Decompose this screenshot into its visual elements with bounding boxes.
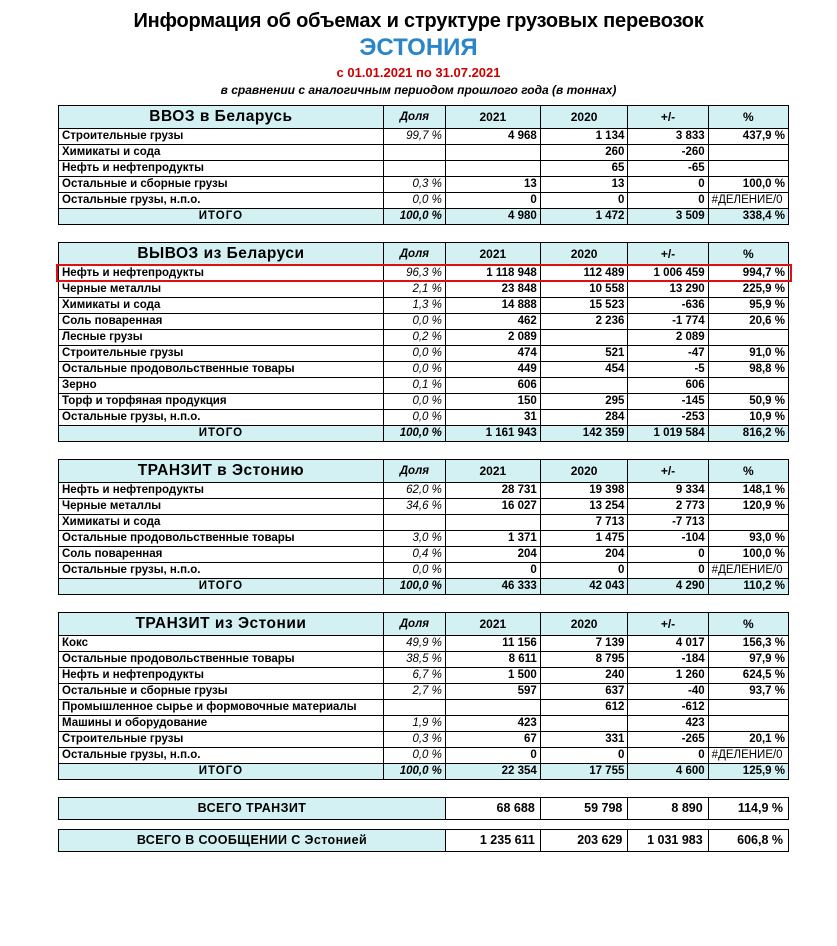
table-row [59, 514, 789, 530]
cargo-name: Соль поваренная [59, 313, 384, 329]
cargo-delta: 0 [628, 747, 708, 763]
cargo-current-year: 16 027 [445, 498, 540, 514]
summary-previous-year: 59 798 [540, 797, 628, 819]
cargo-delta: 2 089 [628, 329, 708, 345]
cargo-share: 62,0 % [383, 482, 445, 498]
cargo-previous-year: 13 254 [540, 498, 628, 514]
summary-table [58, 829, 789, 852]
cargo-previous-year: 521 [540, 345, 628, 361]
cargo-share: 0,2 % [383, 329, 445, 345]
cargo-share: 0,1 % [383, 377, 445, 393]
total-percent: 125,9 % [708, 763, 788, 779]
column-header-year-current: 2021 [445, 105, 540, 128]
summary-percent: 606,8 % [708, 829, 788, 851]
cargo-delta: 3 833 [628, 128, 708, 144]
table-row [59, 297, 789, 313]
cargo-previous-year: 0 [540, 747, 628, 763]
table-row [59, 651, 789, 667]
cargo-previous-year: 0 [540, 192, 628, 208]
summary-label: ВСЕГО В СООБЩЕНИИ С Эстонией [59, 829, 446, 851]
table-header-row [59, 459, 789, 482]
cargo-share: 38,5 % [383, 651, 445, 667]
cargo-current-year: 67 [445, 731, 540, 747]
total-current-year: 46 333 [445, 578, 540, 594]
cargo-current-year [445, 514, 540, 530]
tables-container [0, 97, 837, 852]
column-header-year-current: 2021 [445, 612, 540, 635]
cargo-delta: -612 [628, 699, 708, 715]
table-row [59, 265, 789, 281]
cargo-name: Лесные грузы [59, 329, 384, 345]
cargo-share: 34,6 % [383, 498, 445, 514]
cargo-previous-year [540, 715, 628, 731]
cargo-percent: 93,7 % [708, 683, 788, 699]
cargo-name: Нефть и нефтепродукты [59, 160, 384, 176]
cargo-percent: 97,9 % [708, 651, 788, 667]
cargo-current-year: 14 888 [445, 297, 540, 313]
cargo-current-year: 423 [445, 715, 540, 731]
total-share: 100,0 % [383, 208, 445, 224]
cargo-current-year: 8 611 [445, 651, 540, 667]
table-row [59, 377, 789, 393]
cargo-name: Остальные грузы, н.п.о. [59, 409, 384, 425]
cargo-name: Строительные грузы [59, 345, 384, 361]
page-title: Информация об объемах и структуре грузовых перевозок [133, 10, 704, 32]
cargo-name: Химикаты и сода [59, 144, 384, 160]
table-title: ВЫВОЗ из Беларуси [59, 242, 384, 265]
cargo-share: 0,0 % [383, 747, 445, 763]
cargo-current-year: 4 968 [445, 128, 540, 144]
summary-current-year: 1 235 611 [445, 829, 540, 851]
cargo-previous-year: 10 558 [540, 281, 628, 297]
cargo-current-year: 449 [445, 361, 540, 377]
total-share: 100,0 % [383, 578, 445, 594]
cargo-current-year: 204 [445, 546, 540, 562]
cargo-name: Черные металлы [59, 281, 384, 297]
column-header-share: Доля [383, 242, 445, 265]
cargo-delta: 4 017 [628, 635, 708, 651]
cargo-previous-year: 204 [540, 546, 628, 562]
table-row [59, 530, 789, 546]
column-header-share: Доля [383, 612, 445, 635]
cargo-name: Остальные и сборные грузы [59, 683, 384, 699]
summary-delta: 1 031 983 [628, 829, 708, 851]
cargo-previous-year: 112 489 [540, 265, 628, 281]
cargo-name: Кокс [59, 635, 384, 651]
table-header-row [59, 105, 789, 128]
cargo-share: 2,7 % [383, 683, 445, 699]
cargo-share [383, 514, 445, 530]
cargo-percent: 148,1 % [708, 482, 788, 498]
cargo-previous-year [540, 329, 628, 345]
cargo-delta: -145 [628, 393, 708, 409]
cargo-previous-year: 7 139 [540, 635, 628, 651]
cargo-current-year: 606 [445, 377, 540, 393]
cargo-current-year: 1 371 [445, 530, 540, 546]
cargo-share: 0,3 % [383, 176, 445, 192]
cargo-share: 96,3 % [383, 265, 445, 281]
summary-percent: 114,9 % [708, 797, 788, 819]
cargo-delta: -636 [628, 297, 708, 313]
cargo-share: 49,9 % [383, 635, 445, 651]
cargo-percent: 120,9 % [708, 498, 788, 514]
cargo-percent [708, 329, 788, 345]
cargo-previous-year: 7 713 [540, 514, 628, 530]
cargo-name: Строительные грузы [59, 128, 384, 144]
table-row [59, 313, 789, 329]
cargo-percent [708, 160, 788, 176]
cargo-delta: -65 [628, 160, 708, 176]
cargo-delta: 0 [628, 192, 708, 208]
total-previous-year: 1 472 [540, 208, 628, 224]
cargo-name: Промышленное сырье и формовочные материалы [59, 699, 384, 715]
cargo-previous-year: 331 [540, 731, 628, 747]
table-row [59, 329, 789, 345]
cargo-delta: -40 [628, 683, 708, 699]
cargo-previous-year [540, 377, 628, 393]
table-row [59, 747, 789, 763]
cargo-name: Остальные продовольственные товары [59, 530, 384, 546]
cargo-name: Строительные грузы [59, 731, 384, 747]
total-label: ИТОГО [59, 208, 384, 224]
table-title: ТРАНЗИТ из Эстонии [59, 612, 384, 635]
cargo-name: Остальные грузы, н.п.о. [59, 192, 384, 208]
table-total-row [59, 208, 789, 224]
summary-row [59, 829, 789, 851]
cargo-previous-year: 13 [540, 176, 628, 192]
cargo-name: Остальные и сборные грузы [59, 176, 384, 192]
column-header-delta: +/- [628, 242, 708, 265]
table-title: ТРАНЗИТ в Эстонию [59, 459, 384, 482]
cargo-percent: 20,1 % [708, 731, 788, 747]
table-row [59, 393, 789, 409]
cargo-current-year: 0 [445, 192, 540, 208]
cargo-current-year: 474 [445, 345, 540, 361]
table-row [59, 562, 789, 578]
cargo-percent: 100,0 % [708, 176, 788, 192]
table-total-row [59, 763, 789, 779]
column-header-delta: +/- [628, 105, 708, 128]
cargo-share: 6,7 % [383, 667, 445, 683]
cargo-current-year: 31 [445, 409, 540, 425]
cargo-share: 1,9 % [383, 715, 445, 731]
cargo-previous-year: 240 [540, 667, 628, 683]
column-header-percent: % [708, 242, 788, 265]
cargo-current-year: 2 089 [445, 329, 540, 345]
table-row [59, 683, 789, 699]
cargo-delta: -7 713 [628, 514, 708, 530]
column-header-year-current: 2021 [445, 242, 540, 265]
cargo-share: 0,0 % [383, 192, 445, 208]
column-header-year-previous: 2020 [540, 459, 628, 482]
table-row [59, 281, 789, 297]
cargo-share: 0,0 % [383, 313, 445, 329]
table-row [59, 160, 789, 176]
cargo-share: 0,0 % [383, 409, 445, 425]
cargo-percent [708, 144, 788, 160]
summary-delta: 8 890 [628, 797, 708, 819]
summary-row [59, 797, 789, 819]
country-title: ЭСТОНИЯ [359, 34, 478, 61]
table-row [59, 667, 789, 683]
cargo-current-year: 11 156 [445, 635, 540, 651]
cargo-share: 99,7 % [383, 128, 445, 144]
cargo-percent: 95,9 % [708, 297, 788, 313]
column-header-percent: % [708, 612, 788, 635]
cargo-percent: 98,8 % [708, 361, 788, 377]
column-header-percent: % [708, 459, 788, 482]
cargo-previous-year: 19 398 [540, 482, 628, 498]
table-header-row [59, 242, 789, 265]
cargo-delta: -5 [628, 361, 708, 377]
table-row [59, 345, 789, 361]
total-current-year: 4 980 [445, 208, 540, 224]
cargo-current-year [445, 699, 540, 715]
cargo-percent: 994,7 % [708, 265, 788, 281]
table-total-row [59, 425, 789, 441]
cargo-delta: 9 334 [628, 482, 708, 498]
table-row [59, 699, 789, 715]
column-header-share: Доля [383, 105, 445, 128]
comparison-note: в сравнении с аналогичным периодом прошлого года (в тоннах) [220, 82, 617, 97]
cargo-name: Черные металлы [59, 498, 384, 514]
cargo-current-year: 1 500 [445, 667, 540, 683]
cargo-name: Остальные продовольственные товары [59, 361, 384, 377]
cargo-percent [708, 715, 788, 731]
cargo-previous-year: 0 [540, 562, 628, 578]
freight-table [58, 459, 789, 595]
cargo-previous-year: 295 [540, 393, 628, 409]
table-row [59, 144, 789, 160]
freight-table [58, 105, 789, 225]
table-row [59, 715, 789, 731]
cargo-share: 0,0 % [383, 393, 445, 409]
cargo-previous-year: 1 475 [540, 530, 628, 546]
column-header-year-previous: 2020 [540, 105, 628, 128]
cargo-percent: 156,3 % [708, 635, 788, 651]
table-row [59, 498, 789, 514]
summary-label: ВСЕГО ТРАНЗИТ [59, 797, 446, 819]
cargo-current-year: 28 731 [445, 482, 540, 498]
cargo-share [383, 699, 445, 715]
cargo-share: 0,0 % [383, 361, 445, 377]
cargo-percent: 10,9 % [708, 409, 788, 425]
cargo-delta: 1 260 [628, 667, 708, 683]
table-row [59, 192, 789, 208]
freight-table [58, 612, 789, 780]
cargo-delta: -260 [628, 144, 708, 160]
cargo-delta: -47 [628, 345, 708, 361]
cargo-delta: 423 [628, 715, 708, 731]
cargo-current-year: 23 848 [445, 281, 540, 297]
cargo-previous-year: 8 795 [540, 651, 628, 667]
cargo-previous-year: 15 523 [540, 297, 628, 313]
column-header-year-previous: 2020 [540, 242, 628, 265]
cargo-share: 1,3 % [383, 297, 445, 313]
table-row [59, 409, 789, 425]
freight-table [58, 242, 789, 442]
cargo-share: 2,1 % [383, 281, 445, 297]
cargo-share: 0,3 % [383, 731, 445, 747]
total-delta: 1 019 584 [628, 425, 708, 441]
cargo-delta: 2 773 [628, 498, 708, 514]
cargo-percent: #ДЕЛЕНИЕ/0 [708, 192, 788, 208]
cargo-share [383, 160, 445, 176]
cargo-share: 0,4 % [383, 546, 445, 562]
cargo-name: Остальные грузы, н.п.о. [59, 562, 384, 578]
cargo-current-year: 0 [445, 747, 540, 763]
period-label: с 01.01.2021 по 31.07.2021 [336, 64, 501, 80]
cargo-delta: 0 [628, 546, 708, 562]
cargo-share: 3,0 % [383, 530, 445, 546]
cargo-delta: 0 [628, 176, 708, 192]
cargo-name: Машины и оборудование [59, 715, 384, 731]
cargo-name: Нефть и нефтепродукты [59, 667, 384, 683]
cargo-delta: 13 290 [628, 281, 708, 297]
cargo-current-year [445, 160, 540, 176]
column-header-share: Доля [383, 459, 445, 482]
table-row [59, 635, 789, 651]
report-header [0, 0, 837, 97]
cargo-percent: 20,6 % [708, 313, 788, 329]
total-label: ИТОГО [59, 763, 384, 779]
table-row [59, 482, 789, 498]
cargo-percent [708, 377, 788, 393]
total-current-year: 1 161 943 [445, 425, 540, 441]
cargo-previous-year: 612 [540, 699, 628, 715]
summary-current-year: 68 688 [445, 797, 540, 819]
cargo-percent: 91,0 % [708, 345, 788, 361]
cargo-delta: -265 [628, 731, 708, 747]
table-row [59, 361, 789, 377]
cargo-previous-year: 2 236 [540, 313, 628, 329]
cargo-delta: 606 [628, 377, 708, 393]
cargo-delta: -253 [628, 409, 708, 425]
cargo-previous-year: 1 134 [540, 128, 628, 144]
cargo-percent [708, 514, 788, 530]
cargo-delta: -184 [628, 651, 708, 667]
cargo-percent: #ДЕЛЕНИЕ/0 [708, 747, 788, 763]
cargo-previous-year: 284 [540, 409, 628, 425]
cargo-percent: 93,0 % [708, 530, 788, 546]
table-row [59, 176, 789, 192]
cargo-current-year: 1 118 948 [445, 265, 540, 281]
total-percent: 110,2 % [708, 578, 788, 594]
cargo-percent: #ДЕЛЕНИЕ/0 [708, 562, 788, 578]
cargo-share: 0,0 % [383, 562, 445, 578]
total-delta: 3 509 [628, 208, 708, 224]
cargo-current-year: 13 [445, 176, 540, 192]
table-row [59, 128, 789, 144]
cargo-name: Соль поваренная [59, 546, 384, 562]
summary-table [58, 797, 789, 820]
total-percent: 816,2 % [708, 425, 788, 441]
total-previous-year: 142 359 [540, 425, 628, 441]
cargo-share: 0,0 % [383, 345, 445, 361]
table-title: ВВОЗ в Беларусь [59, 105, 384, 128]
cargo-percent [708, 699, 788, 715]
cargo-name: Остальные грузы, н.п.о. [59, 747, 384, 763]
cargo-previous-year: 260 [540, 144, 628, 160]
column-header-delta: +/- [628, 612, 708, 635]
cargo-percent: 225,9 % [708, 281, 788, 297]
summary-previous-year: 203 629 [540, 829, 628, 851]
cargo-delta: -104 [628, 530, 708, 546]
cargo-name: Остальные продовольственные товары [59, 651, 384, 667]
cargo-delta: 1 006 459 [628, 265, 708, 281]
total-share: 100,0 % [383, 763, 445, 779]
cargo-name: Химикаты и сода [59, 514, 384, 530]
total-share: 100,0 % [383, 425, 445, 441]
column-header-year-current: 2021 [445, 459, 540, 482]
total-label: ИТОГО [59, 578, 384, 594]
total-delta: 4 290 [628, 578, 708, 594]
cargo-percent: 50,9 % [708, 393, 788, 409]
cargo-percent: 624,5 % [708, 667, 788, 683]
column-header-percent: % [708, 105, 788, 128]
cargo-current-year: 597 [445, 683, 540, 699]
cargo-delta: 0 [628, 562, 708, 578]
cargo-percent: 100,0 % [708, 546, 788, 562]
cargo-delta: -1 774 [628, 313, 708, 329]
cargo-percent: 437,9 % [708, 128, 788, 144]
table-header-row [59, 612, 789, 635]
cargo-previous-year: 65 [540, 160, 628, 176]
cargo-current-year [445, 144, 540, 160]
cargo-name: Нефть и нефтепродукты [59, 265, 384, 281]
cargo-name: Торф и торфяная продукция [59, 393, 384, 409]
cargo-name: Химикаты и сода [59, 297, 384, 313]
total-delta: 4 600 [628, 763, 708, 779]
cargo-share [383, 144, 445, 160]
column-header-year-previous: 2020 [540, 612, 628, 635]
total-label: ИТОГО [59, 425, 384, 441]
cargo-name: Нефть и нефтепродукты [59, 482, 384, 498]
cargo-name: Зерно [59, 377, 384, 393]
table-total-row [59, 578, 789, 594]
table-row [59, 546, 789, 562]
cargo-current-year: 462 [445, 313, 540, 329]
column-header-delta: +/- [628, 459, 708, 482]
table-row [59, 731, 789, 747]
total-current-year: 22 354 [445, 763, 540, 779]
cargo-current-year: 150 [445, 393, 540, 409]
cargo-previous-year: 454 [540, 361, 628, 377]
total-previous-year: 42 043 [540, 578, 628, 594]
total-previous-year: 17 755 [540, 763, 628, 779]
cargo-previous-year: 637 [540, 683, 628, 699]
total-percent: 338,4 % [708, 208, 788, 224]
cargo-current-year: 0 [445, 562, 540, 578]
